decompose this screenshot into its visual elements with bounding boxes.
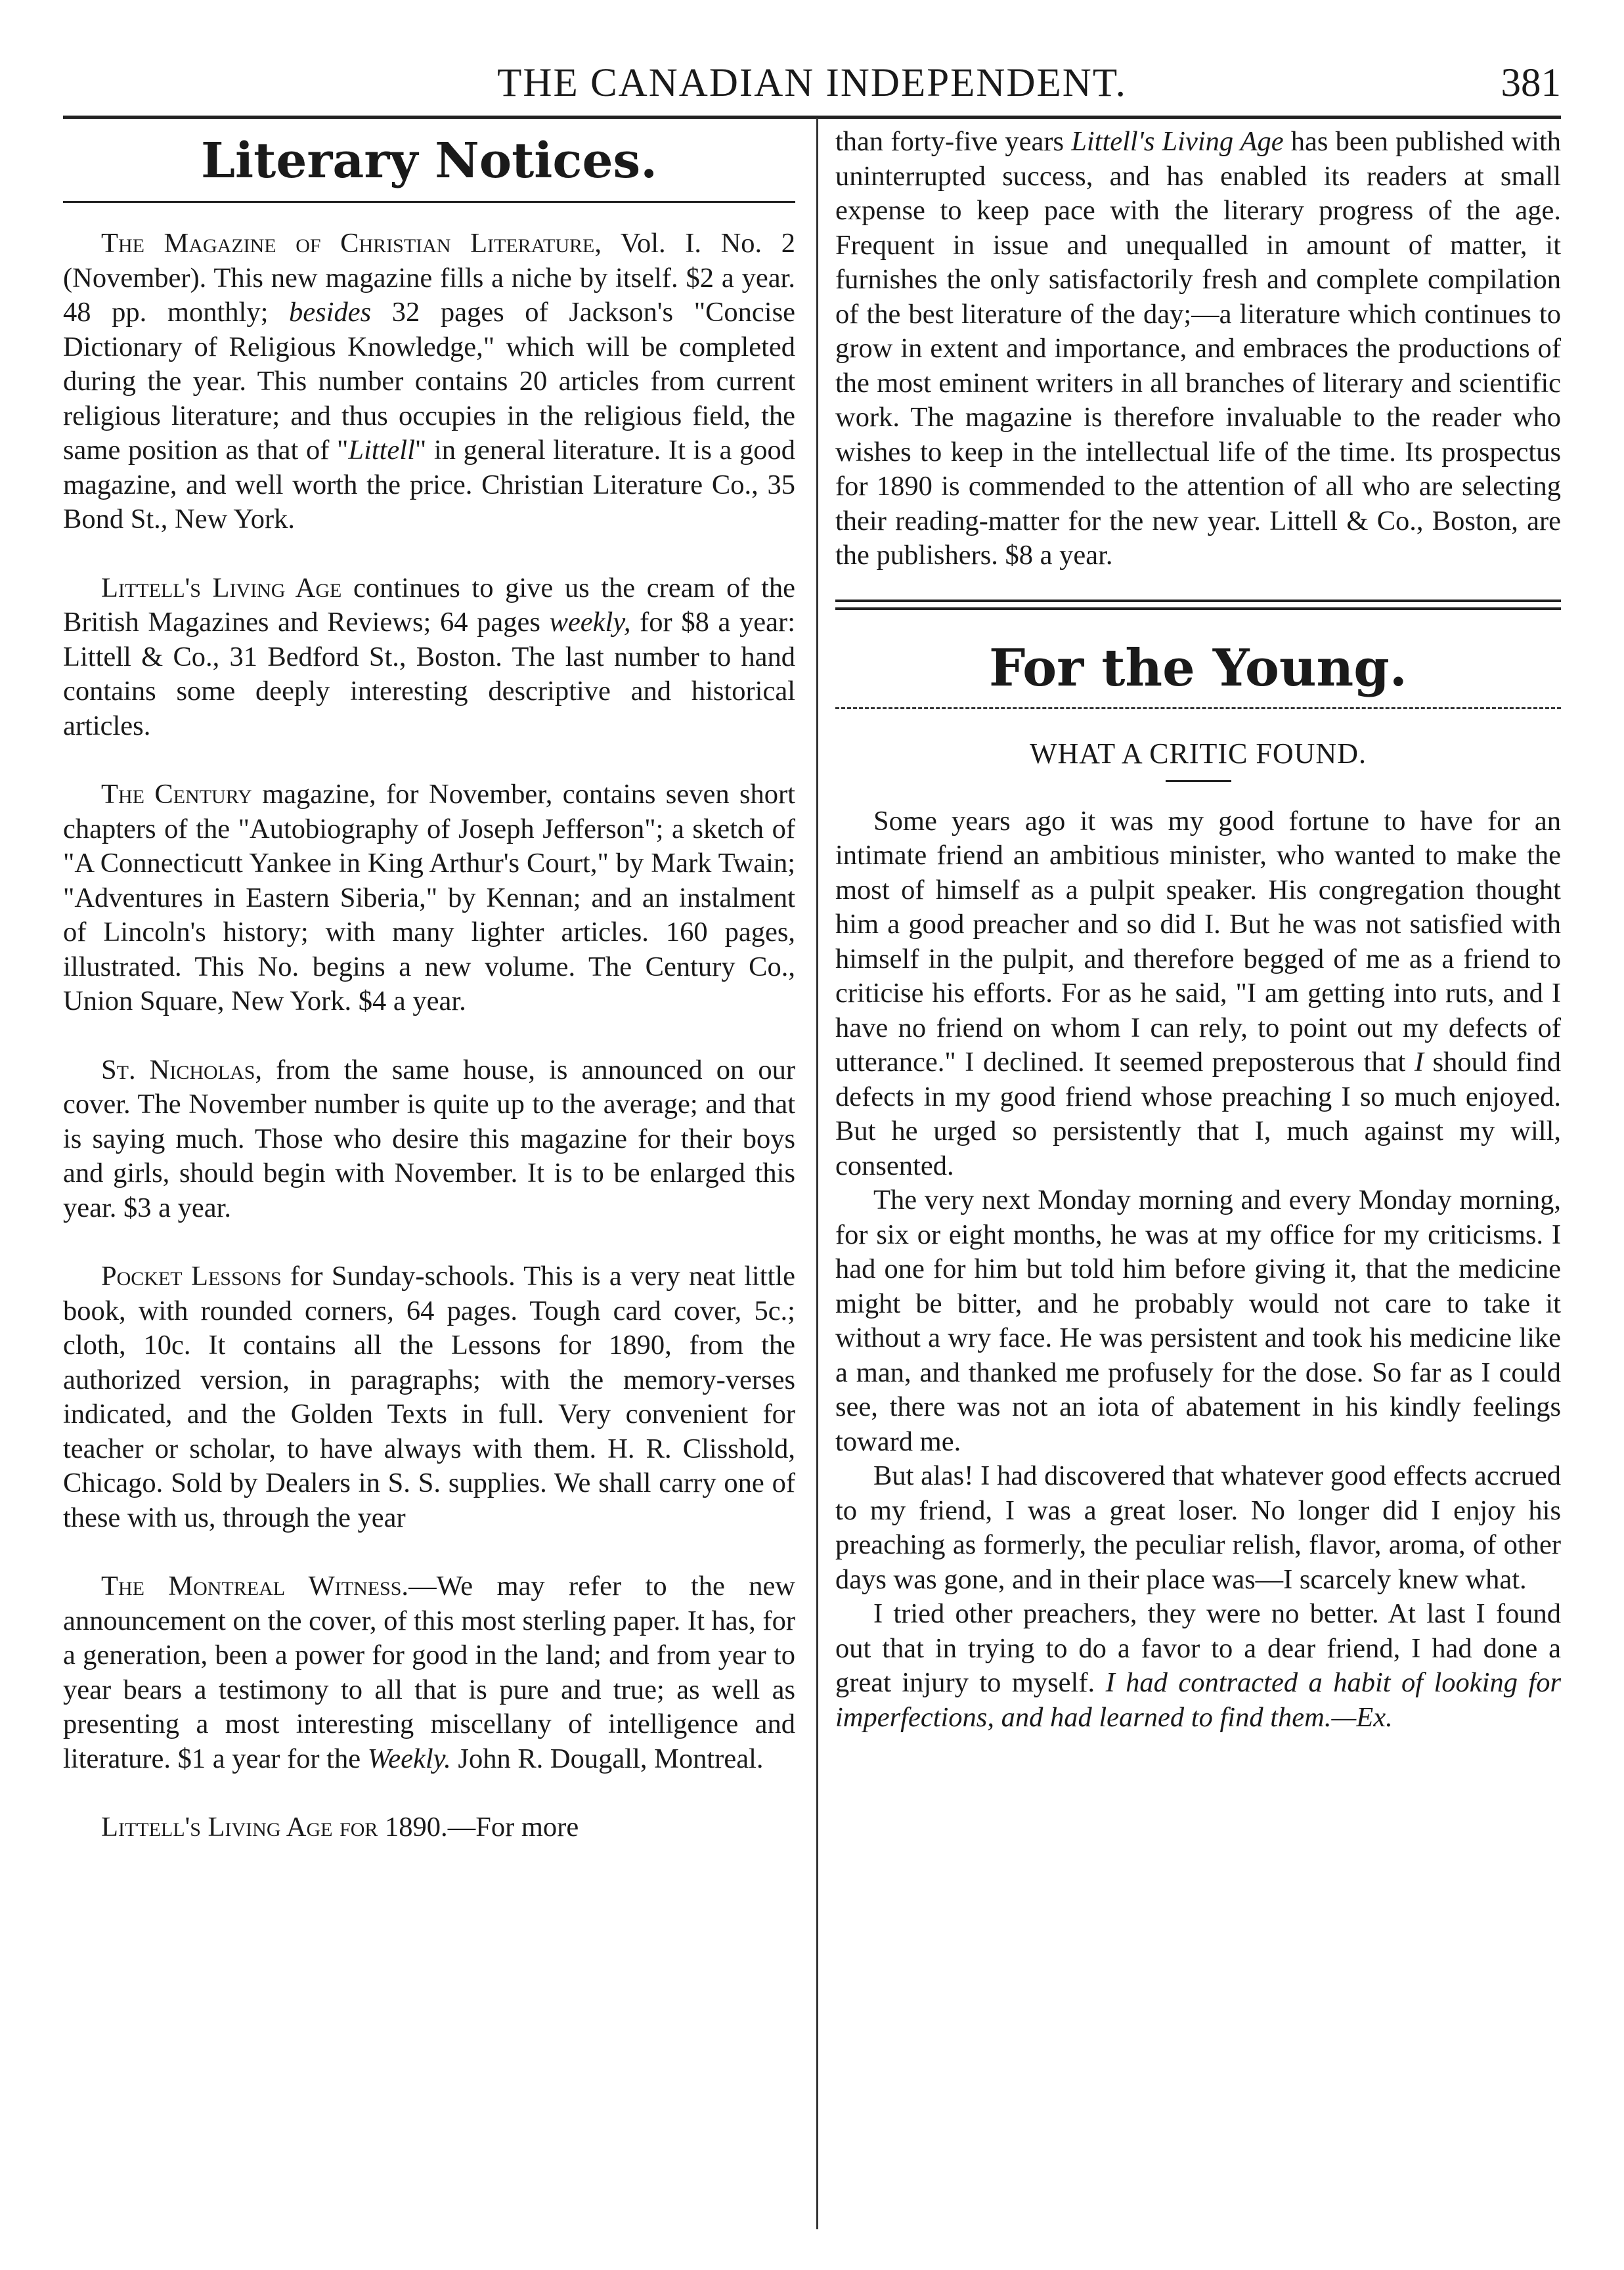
story-italic: I xyxy=(1414,1047,1424,1078)
story-paragraph xyxy=(835,1597,1561,1735)
notice-christian-literature xyxy=(63,227,795,537)
story-italic: I had contracted a habit of looking for imperfections, and had learned to find them.—Ex. xyxy=(835,1667,1562,1733)
section-rule xyxy=(63,201,795,203)
notice-italic: besides xyxy=(289,297,372,328)
section-separator xyxy=(835,600,1561,610)
notice-text: has been published with uninterrupted success, and has enabled its readers at small expense to keep pace with the literary progress of the age. Frequent in issue and unequalled in amount of matter, it furnishes the only satisfactorily fresh and complete compilation of the best literature of the day;—a literature which continues to grow in extent and importance, and embraces the productions of the most eminent writers in all branches of literary and scientific work. The magazine is therefore invaluable to the reader who wishes to keep in the intellectual life of the time. Its prospectus for 1890 is commended to the attention of all who are selecting their reading-matter for the new year. Littell & Co., Boston, are the publishers. $8 a year. xyxy=(835,126,1561,571)
section-rule xyxy=(835,707,1561,709)
story-paragraph xyxy=(835,804,1561,1184)
section-title-literary-notices: Literary Notices. xyxy=(201,133,657,189)
story-title-rule xyxy=(1166,780,1231,782)
notice-text: —For more xyxy=(447,1812,579,1843)
notice-century xyxy=(63,777,795,1019)
section-title-for-the-young: For the Young. xyxy=(989,638,1407,698)
notice-lead: The Century xyxy=(101,779,252,810)
notice-text: for $8 a year: Littell & Co., 31 Bedford St., Boston. The last number to hand contains some deeply interesting descriptive and historical articles. xyxy=(63,607,795,741)
page-number: 381 xyxy=(1501,61,1561,105)
story-paragraph: The very next Monday morning and every Monday morning, for six or eight months, he was at my office for my criticisms. I had one for him but told him before giving it, that the medicine might be bitter, and he probably would not care to take it without a wry face. He was persistent and took his medicine like a man, and thanked me profusely for the dose. So far as I could see, there was not an iota of abatement in his kindly feelings toward me. xyxy=(835,1185,1561,1457)
right-column xyxy=(835,125,1561,1735)
story-text: Some years ago it was my good fortune to have for an intimate friend an ambitious minister, who wanted to make the most of himself as a pulpit speaker. His congregation thought him a good preacher and so did I. But he was not satisfied with himself in the pulpit, and therefore begged of me as a friend to criticise his efforts. For as he said, "I am getting into ruts, and I have no friend on whom I can rely, to point out my defects of utterance." I declined. It seemed preposterous that xyxy=(835,805,1561,1078)
header-rule xyxy=(63,116,1561,119)
notice-italic: Littell xyxy=(348,435,415,466)
notice-living-age-1890 xyxy=(63,1810,795,1845)
story-paragraph: But alas! I had discovered that whatever good effects accrued to my friend, I was a great loser. No longer did I enjoy his preaching as formerly, the peculiar relish, flavor, aroma, of other days was gone, and in their place was—I scarcely knew what. xyxy=(835,1460,1561,1595)
notice-text: John R. Dougall, Montreal. xyxy=(450,1743,764,1774)
notice-text: for Sunday-schools. This is a very neat little book, with rounded corners, 64 pages. Tough card cover, 5c.; cloth, 10c. It contains all the Lessons for 1890, from the authorized version, in paragraphs; with the memory-verses indicated, and the Golden Texts in full. Very convenient for teacher or scholar, to have always with them. H. R. Clisshold, Chicago. Sold by Dealers in S. S. supplies. We shall carry one of these with us, through the year xyxy=(63,1261,796,1533)
notice-montreal-witness xyxy=(63,1569,795,1776)
notice-italic: Littell's Living Age xyxy=(1071,126,1284,157)
running-head xyxy=(63,60,1561,120)
notice-lead: Pocket Lessons xyxy=(101,1261,282,1292)
notice-pocket-lessons xyxy=(63,1259,795,1535)
story-text: should find defects in my good friend whose preaching I so much enjoyed. But he urged so persistently that I, much against my will, consented. xyxy=(835,1047,1562,1181)
notice-lead: The Montreal Witness. xyxy=(101,1571,409,1602)
notice-text: Vol. I. No. 2 (November). This new magazine fills a niche by itself. $2 a year. 48 pp. monthly; xyxy=(63,228,795,328)
notice-text: from the same house, is announced on our cover. The November number is quite up to the average; and that is saying much. Those who desire this magazine for their boys and girls, should begin with November. It is to be enlarged this year. $3 a year. xyxy=(63,1054,795,1223)
notice-text: —We may refer to the new announcement on the cover, of this most sterling paper. It has, for a generation, been a power for good in the land; and from year to year bears a testimony to all that is pure and true; as well as presenting a most interesting miscellany of intelligence and literature. $1 a year for the xyxy=(63,1571,795,1774)
notice-lead: Littell's Living Age xyxy=(101,572,342,603)
notice-text: 32 pages of Jackson's "Concise Dictionary of Religious Knowledge," which will be completed during the year. This number contains 20 articles from current religious literature; and thus occupies in the religious field, the same position as that of " xyxy=(63,297,795,466)
story-text: I tried other preachers, they were no better. At last I found out that in trying to do a favor to a dear friend, I had done a great injury to myself. xyxy=(835,1598,1561,1698)
notices-list xyxy=(63,227,795,1845)
column-divider xyxy=(816,118,818,2229)
notice-text: " in general literature. It is a good magazine, and well worth the price. Christian Literature Co., 35 Bond St., New York. xyxy=(63,435,795,535)
story-title: WHAT A CRITIC FOUND. xyxy=(1029,737,1367,770)
notice-st-nicholas xyxy=(63,1053,795,1226)
left-column xyxy=(63,125,795,1845)
notice-lead: Littell's Living Age for 1890. xyxy=(101,1812,448,1843)
publication-title: THE CANADIAN INDEPENDENT. xyxy=(497,61,1127,105)
notice-text: magazine, for November, contains seven short chapters of the "Autobiography of Joseph Jefferson"; a sketch of "A Connecticutt Yankee in King Arthur's Court," by Mark Twain; "Adventures in Eastern Siberia," by Kennan; and an instalment of Lincoln's history; with many lighter articles. 160 pages, illustrated. This No. begins a new volume. The Century Co., Union Square, New York. $4 a year. xyxy=(63,779,795,1016)
notice-text: continues to give us the cream of the British Magazines and Reviews; 64 pages xyxy=(63,572,795,638)
notice-littells-living-age xyxy=(63,571,795,744)
notice-continuation xyxy=(835,125,1561,573)
notice-lead: The Magazine of Christian Literature, xyxy=(101,228,602,259)
notice-italic: weekly, xyxy=(549,607,631,638)
story-body xyxy=(835,804,1561,1735)
notice-italic: Weekly. xyxy=(367,1743,451,1774)
notice-text: than forty-five years xyxy=(835,126,1072,157)
notice-lead: St. Nicholas, xyxy=(101,1054,263,1085)
notice-living-age-1890-continued xyxy=(835,125,1561,573)
